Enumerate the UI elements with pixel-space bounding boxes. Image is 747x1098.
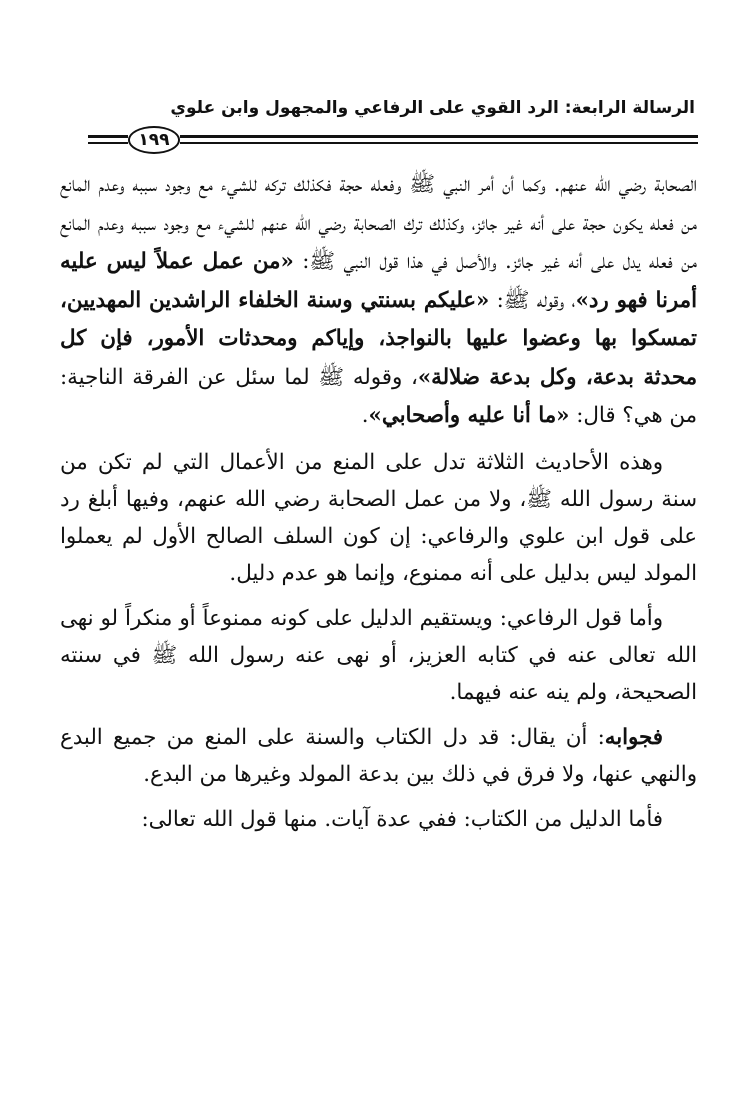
page-number: ١٩٩: [128, 126, 180, 154]
paragraph-1-text-2: ، وقوله ﷺ:: [489, 287, 576, 313]
header-rule-right: [180, 135, 698, 144]
paragraph-5: فأما الدليل من الكتاب: ففي عدة آيات. منها قول الله تعالى:: [141, 806, 663, 832]
hadith-quote-1: «من عمل عملاً ليس عليه أمرنا فهو رد»: [60, 249, 697, 313]
header-rule-left: [88, 135, 128, 144]
paragraph-1-text-3: ، وقوله ﷺ لما سئل عن الفرقة الناجية: من هي؟ قال:: [60, 364, 697, 428]
paragraph-3: وأما قول الرفاعي: ويستقيم الدليل على كونه ممنوعاً أو منكراً لو نهى الله تعالى عنه في كتابه العزيز، أو نهى عنه رسول الله ﷺ في سنته الصحيحة، ولم ينه عنه فيهما.: [60, 605, 697, 705]
hadith-quote-3: «ما أنا عليه وأصحابي»: [368, 403, 570, 428]
paragraph-1-text-4: .: [361, 403, 369, 428]
paragraph-1-text-1: الصحابة رضي الله عنهم. وكما أن أمر النبي ﷺ وفعله حجة فكذلك تركه للشيء مع وجود سببه وعدم المانع من فعله يكون حجة على أنه غير جائز، وكذلك ترك الصحابة رضي الله عنهم للشيء مع وجود سببه وعدم المانع من فعله يدل على أنه غير جائز. والأصل في هذا قول النبي ﷺ:: [60, 172, 697, 274]
running-header: الرسالة الرابعة: الرد القوي على الرفاعي والمجهول وابن علوي: [170, 98, 695, 118]
paragraph-1: [60, 166, 697, 436]
paragraph-4-lead: فجوابه: [604, 724, 663, 750]
header-rule: [88, 126, 698, 154]
hadith-quote-2: «عليكم بسنتي وسنة الخلفاء الراشدين المهديين، تمسكوا بها وعضوا عليها بالنواجذ، وإياكم ومحدثات الأمور، فإن كل محدثة بدعة، وكل بدعة ضلالة»: [60, 287, 698, 390]
paragraph-4-text: : أن يقال: قد دل الكتاب والسنة على المنع من جميع البدع والنهي عنها، ولا فرق في ذلك بين بدعة المولد وغيرها من البدع.: [60, 724, 697, 787]
paragraph-2: وهذه الأحاديث الثلاثة تدل على المنع من الأعمال التي لم تكن من سنة رسول الله ﷺ، ولا من عمل الصحابة رضي الله عنهم، وفيها أبلغ رد على قول ابن علوي والرفاعي: إن كون السلف الصالح الأول لم يعملوا المولد ليس بدليل على أنه ممنوع، وإنما هو عدم دليل.: [60, 449, 697, 586]
paragraph-4: [60, 719, 697, 793]
body-text: [60, 166, 697, 847]
